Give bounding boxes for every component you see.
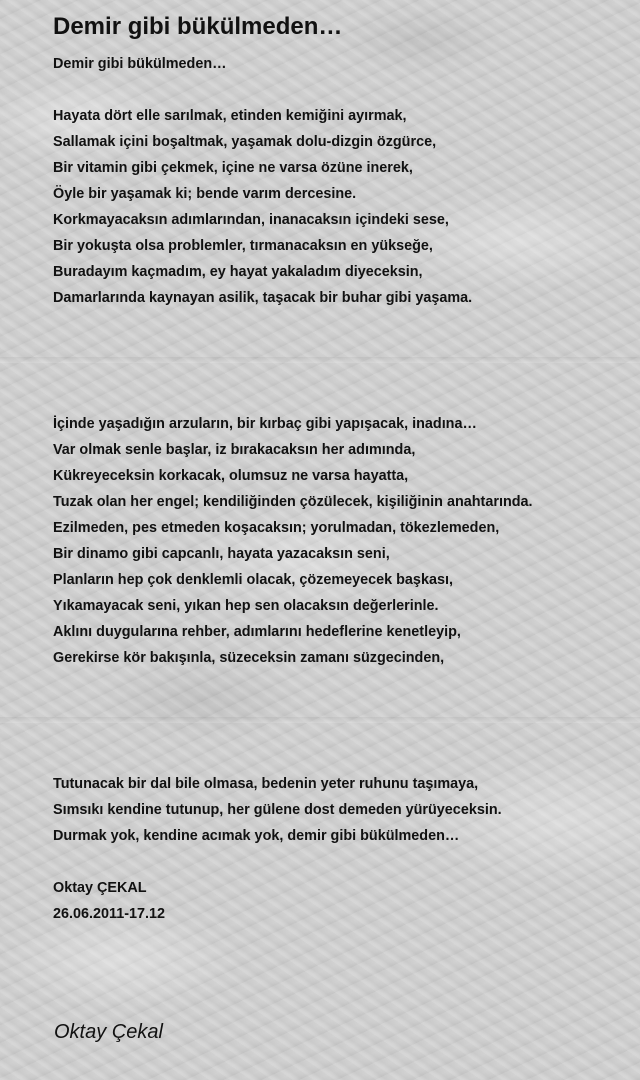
poem-line: Damarlarında kaynayan asilik, taşacak bir buhar gibi yaşama.: [53, 290, 473, 306]
poem-line: Ezilmeden, pes etmeden koşacaksın; yorulmadan, tökezlemeden,: [53, 520, 500, 536]
author-signature: Oktay Çekal: [54, 1021, 163, 1043]
poem-line: Bir dinamo gibi capcanlı, hayata yazacaksın seni,: [53, 546, 390, 562]
poem-blank-line: [53, 77, 633, 103]
poem-line: Bir vitamin gibi çekmek, içine ne varsa özüne inerek,: [53, 160, 413, 176]
poem-line: Aklını duygularına rehber, adımlarını hedeflerine kenetleyip,: [53, 624, 461, 640]
background-band: [0, 717, 640, 723]
poem-line: Tuzak olan her engel; kendiliğinden çözülecek, kişiliğinin anahtarında.: [53, 494, 533, 510]
poem-line: Kükreyeceksin korkacak, olumsuz ne varsa hayatta,: [53, 468, 409, 484]
poem-line: Hayata dört elle sarılmak, etinden kemiğini ayırmak,: [53, 108, 407, 124]
poem-line: Tutunacak bir dal bile olmasa, bedenin yeter ruhunu taşımaya,: [53, 776, 479, 792]
background-band: [0, 357, 640, 363]
poem-line: Yıkamayacak seni, yıkan hep sen olacaksın değerlerinle.: [53, 598, 439, 614]
poem-line: Buradayım kaçmadım, ey hayat yakaladım diyeceksin,: [53, 264, 423, 280]
poem-line: Demir gibi bükülmeden…: [53, 56, 227, 72]
poem-line: İçinde yaşadığın arzuların, bir kırbaç gibi yapışacak, inadına…: [53, 416, 477, 432]
poem-line: Öyle bir yaşamak ki; bende varım dercesine.: [53, 186, 357, 202]
poem-line: Durmak yok, kendine acımak yok, demir gibi bükülmeden…: [53, 828, 460, 844]
poem-author: Oktay ÇEKAL: [53, 880, 147, 896]
poem-line: Sımsıkı kendine tutunup, her gülene dost demeden yürüyeceksin.: [53, 802, 502, 818]
poem-line: Var olmak senle başlar, iz bırakacaksın her adımında,: [53, 442, 416, 458]
poem-line: Gerekirse kör bakışınla, süzeceksin zamanı süzgecinden,: [53, 650, 445, 666]
poem-line: Bir yokuşta olsa problemler, tırmanacaksın en yükseğe,: [53, 238, 433, 254]
poem-line: Sallamak içini boşaltmak, yaşamak dolu-dizgin özgürce,: [53, 134, 437, 150]
poem-line: Korkmayacaksın adımlarından, inanacaksın içindeki sese,: [53, 212, 449, 228]
poem-line: Planların hep çok denklemli olacak, çözemeyecek başkası,: [53, 572, 453, 588]
poem-date: 26.06.2011-17.12: [53, 906, 166, 922]
poem-stanza-2: [53, 411, 633, 671]
poem-stanza-1: [53, 51, 633, 311]
poem-title: Demir gibi bükülmeden…: [53, 13, 343, 40]
poem-stanza-3: [53, 771, 633, 927]
poem-blank-line: [53, 849, 633, 875]
